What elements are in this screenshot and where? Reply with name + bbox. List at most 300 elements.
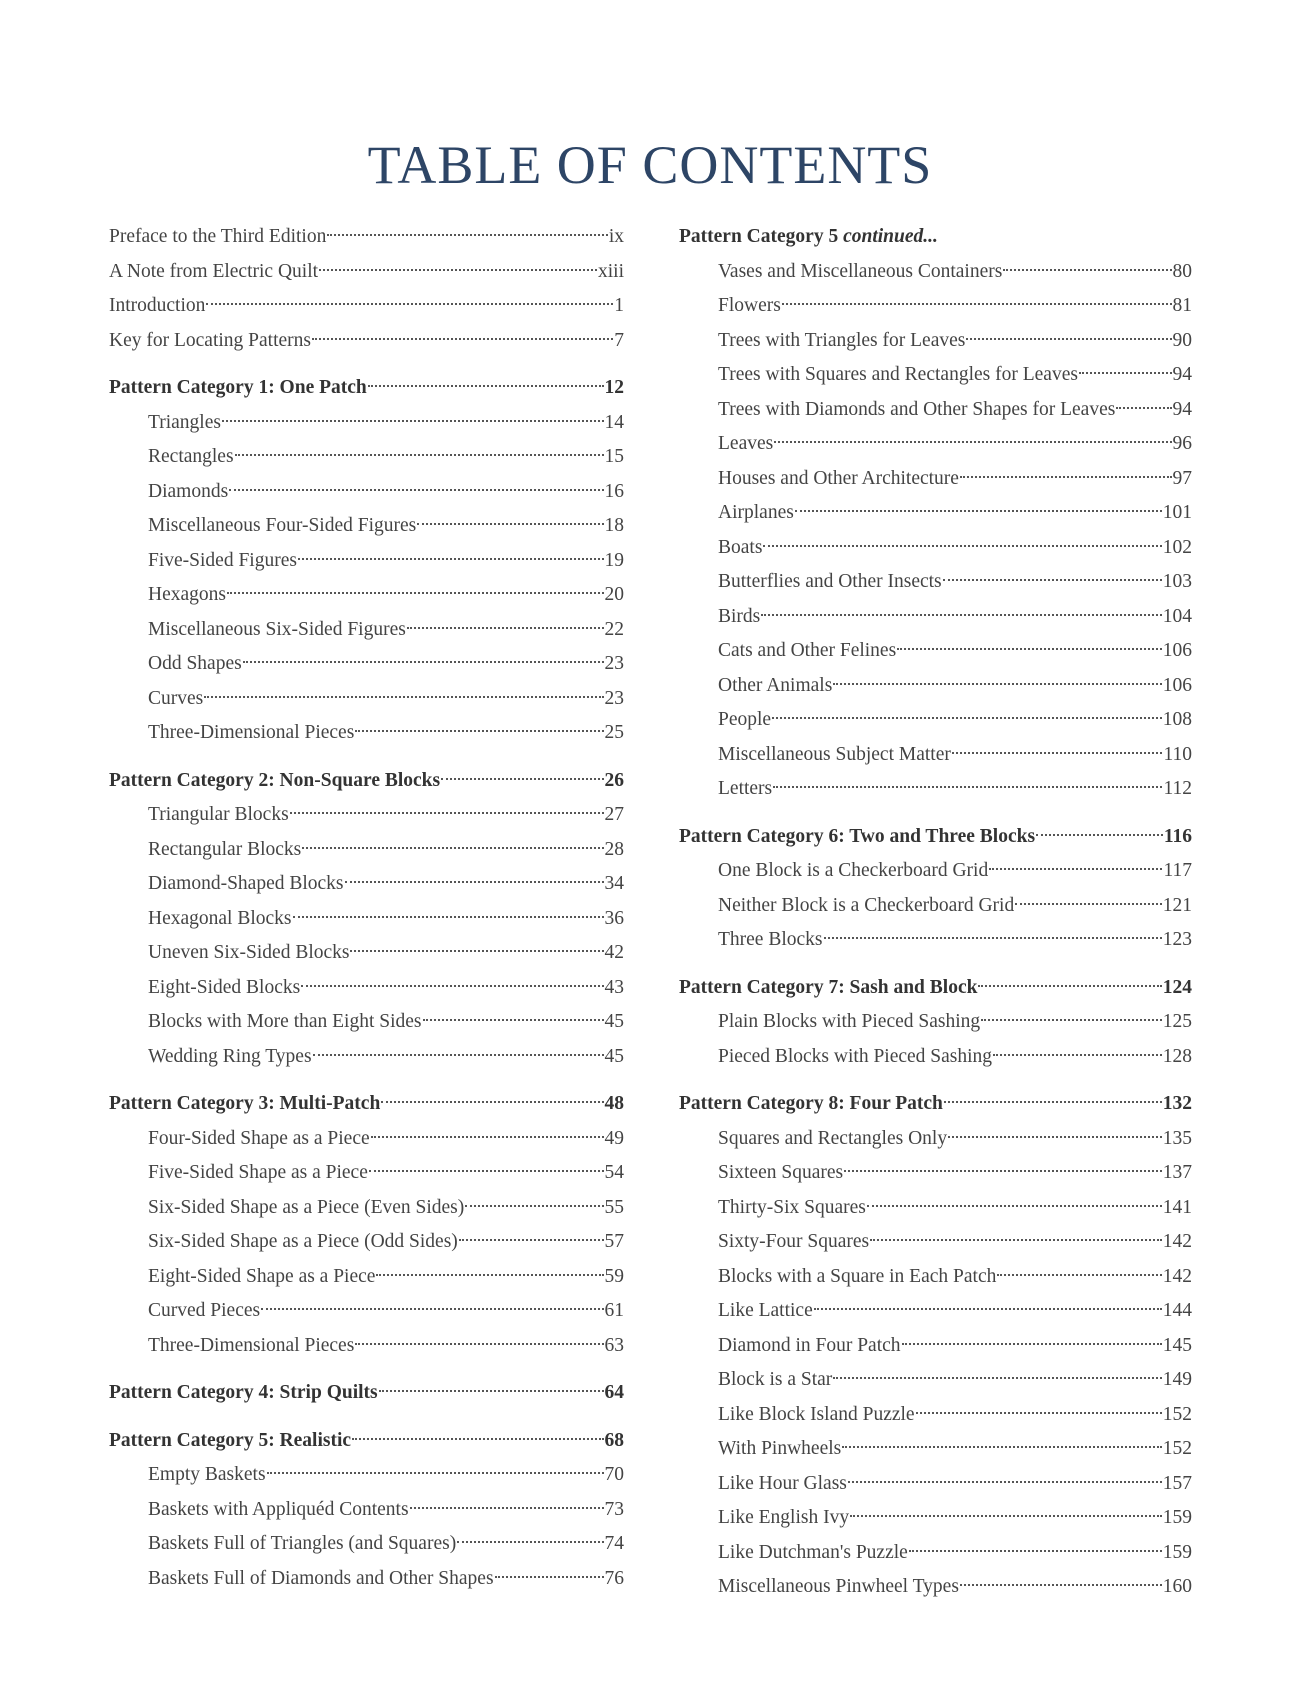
toc-page-number: 18	[604, 515, 624, 536]
toc-entry-label: Hexagonal Blocks	[148, 907, 292, 929]
toc-entry-label: Four-Sided Shape as a Piece	[148, 1127, 370, 1149]
dot-leader	[814, 1308, 1162, 1310]
dot-leader	[293, 916, 604, 918]
toc-subentry[interactable]	[679, 496, 1192, 531]
dot-leader	[842, 1446, 1162, 1448]
toc-entry-label: Key for Locating Patterns	[109, 329, 311, 351]
dot-leader	[290, 812, 604, 814]
toc-subentry[interactable]	[109, 1156, 624, 1191]
dot-leader	[227, 592, 604, 594]
toc-left-column	[109, 220, 624, 1596]
toc-subentry[interactable]	[109, 1260, 624, 1295]
toc-right-column	[679, 220, 1192, 1605]
toc-entry-label: With Pinwheels	[718, 1438, 842, 1459]
dot-leader	[795, 510, 1162, 512]
toc-subentry[interactable]	[109, 647, 624, 682]
toc-entry-label: Preface to the Third Edition	[109, 226, 327, 247]
toc-subentry[interactable]	[679, 703, 1192, 738]
toc-page-number: 22	[604, 618, 624, 640]
toc-subentry[interactable]	[109, 1005, 624, 1040]
toc-subentry[interactable]	[109, 509, 624, 544]
toc-category-entry[interactable]	[109, 764, 624, 799]
dot-leader	[229, 489, 603, 491]
toc-subentry[interactable]	[679, 738, 1192, 773]
toc-subentry[interactable]	[679, 1432, 1192, 1467]
toc-page-number: 19	[604, 549, 624, 571]
dot-leader	[952, 752, 1163, 754]
toc-page-number: 42	[604, 942, 624, 963]
toc-subentry[interactable]	[679, 1329, 1192, 1364]
toc-entry-label: Blocks with More than Eight Sides	[148, 1011, 422, 1032]
dot-leader	[1116, 407, 1171, 409]
toc-entry-label: Hexagons	[148, 584, 226, 605]
continued-heading-suffix: continued...	[843, 226, 938, 247]
toc-entry-label: Rectangular Blocks	[148, 838, 302, 860]
toc-page-number: 64	[604, 1382, 624, 1403]
dot-leader	[909, 1550, 1162, 1552]
toc-continued-heading	[679, 220, 1192, 255]
dot-leader	[465, 1205, 603, 1207]
toc-page-number: 103	[1162, 571, 1192, 592]
toc-entry-label: Trees with Diamonds and Other Shapes for Leaves	[718, 398, 1116, 420]
toc-entry-label: Eight-Sided Blocks	[148, 976, 301, 998]
toc-entry-label: Plain Blocks with Pieced Sashing	[718, 1011, 981, 1032]
toc-entry[interactable]	[109, 289, 624, 324]
toc-entry-label: Like Dutchman's Puzzle	[718, 1541, 908, 1563]
dot-leader	[345, 881, 604, 883]
continued-heading-label: Pattern Category 5	[679, 226, 839, 247]
toc-page-number: 159	[1162, 1541, 1192, 1563]
toc-entry-label: Pattern Category 1: One Patch	[109, 377, 367, 398]
toc-page-number: 116	[1163, 825, 1192, 847]
toc-page-number: 104	[1162, 605, 1192, 627]
toc-page-number: 128	[1162, 1045, 1192, 1067]
toc-subentry[interactable]	[109, 440, 624, 475]
toc-entry-label: Diamonds	[148, 480, 229, 502]
toc-subentry[interactable]	[679, 358, 1192, 393]
toc-entry-label: Odd Shapes	[148, 653, 242, 674]
toc-subentry[interactable]	[679, 669, 1192, 704]
toc-page-number: 45	[604, 1045, 624, 1067]
toc-subentry[interactable]	[679, 1536, 1192, 1571]
toc-subentry[interactable]	[679, 1467, 1192, 1502]
dot-leader	[369, 1170, 604, 1172]
toc-subentry[interactable]	[679, 1260, 1192, 1295]
toc-subentry[interactable]	[109, 544, 624, 579]
toc-page-number: 59	[604, 1265, 624, 1287]
toc-subentry[interactable]	[679, 1294, 1192, 1329]
toc-entry-label: Pieced Blocks with Pieced Sashing	[718, 1045, 993, 1067]
toc-page-number: 135	[1162, 1127, 1192, 1149]
toc-subentry[interactable]	[109, 475, 624, 510]
toc-subentry[interactable]	[679, 1363, 1192, 1398]
dot-leader	[867, 1205, 1162, 1207]
toc-subentry[interactable]	[679, 427, 1192, 462]
dot-leader	[989, 868, 1162, 870]
dot-leader	[960, 476, 1172, 478]
toc-entry-label: Pattern Category 7: Sash and Block	[679, 976, 978, 998]
toc-page-number: 124	[1162, 976, 1192, 998]
toc-subentry[interactable]	[109, 1493, 624, 1528]
toc-page-number: 57	[604, 1231, 624, 1252]
dot-leader	[355, 1343, 603, 1345]
toc-entry-label: Butterflies and Other Insects	[718, 571, 942, 592]
toc-entry-label: Airplanes	[718, 502, 794, 523]
dot-leader	[301, 985, 603, 987]
toc-entry-label: People	[718, 709, 772, 730]
dot-leader	[848, 1481, 1162, 1483]
toc-subentry[interactable]	[679, 393, 1192, 428]
dot-leader	[948, 1136, 1162, 1138]
dot-leader	[368, 385, 604, 387]
toc-entry[interactable]	[109, 220, 624, 255]
toc-page-number: 117	[1163, 860, 1192, 881]
toc-page-number: xiii	[597, 260, 624, 282]
toc-subentry[interactable]	[679, 854, 1192, 889]
toc-subentry[interactable]	[109, 833, 624, 868]
toc-page-number: 28	[604, 838, 624, 860]
toc-entry-label: Other Animals	[718, 674, 833, 696]
toc-page-number: 76	[604, 1567, 624, 1589]
toc-subentry[interactable]	[109, 902, 624, 937]
toc-subentry[interactable]	[679, 1570, 1192, 1605]
toc-page-number: 96	[1172, 433, 1192, 454]
toc-page-number: 34	[604, 873, 624, 894]
toc-subentry[interactable]	[679, 565, 1192, 600]
toc-entry-label: Miscellaneous Subject Matter	[718, 743, 951, 765]
dot-leader	[302, 847, 603, 849]
toc-subentry[interactable]	[679, 1398, 1192, 1433]
dot-leader	[327, 234, 608, 236]
toc-entry-label: Like Block Island Puzzle	[718, 1403, 915, 1425]
dot-leader	[1003, 269, 1171, 271]
toc-page-number: 1	[614, 295, 624, 316]
dot-leader	[978, 985, 1161, 987]
dot-leader	[993, 1054, 1162, 1056]
toc-page-number: 144	[1162, 1300, 1192, 1321]
toc-page-number: 97	[1172, 467, 1192, 489]
toc-page-number: 48	[604, 1093, 624, 1114]
toc-page-number: 108	[1162, 709, 1192, 730]
toc-page-number: 20	[604, 584, 624, 605]
dot-leader	[261, 1308, 603, 1310]
toc-subentry[interactable]	[109, 1294, 624, 1329]
toc-page-number: 36	[604, 907, 624, 929]
toc-page-number: 68	[604, 1429, 624, 1451]
dot-leader	[376, 1274, 603, 1276]
toc-subentry[interactable]	[679, 462, 1192, 497]
toc-subentry[interactable]	[109, 1040, 624, 1075]
toc-entry-label: Triangular Blocks	[148, 804, 289, 825]
toc-page-number: 27	[604, 804, 624, 825]
toc-entry-label: Trees with Triangles for Leaves	[718, 329, 966, 351]
dot-leader	[319, 269, 597, 271]
toc-subentry[interactable]	[109, 936, 624, 971]
toc-page-number: 81	[1172, 295, 1192, 316]
toc-page-number: 26	[604, 769, 624, 791]
toc-subentry[interactable]	[679, 255, 1192, 290]
toc-page-number: 152	[1162, 1403, 1192, 1425]
toc-entry-label: Pattern Category 8: Four Patch	[679, 1093, 943, 1114]
dot-leader	[410, 1507, 604, 1509]
toc-entry-label: Diamond-Shaped Blocks	[148, 873, 344, 894]
toc-entry-label: Like English Ivy	[718, 1507, 850, 1528]
toc-subentry[interactable]	[109, 1191, 624, 1226]
toc-subentry[interactable]	[679, 923, 1192, 958]
toc-entry-label: Block is a Star	[718, 1369, 833, 1390]
toc-page-number: 70	[604, 1464, 624, 1485]
toc-page-number: 141	[1162, 1196, 1192, 1218]
dot-leader	[981, 1019, 1162, 1021]
toc-entry-label: Baskets Full of Triangles (and Squares)	[148, 1533, 457, 1554]
toc-subentry[interactable]	[679, 1122, 1192, 1157]
toc-entry-label: Six-Sided Shape as a Piece (Even Sides)	[148, 1196, 465, 1218]
dot-leader	[782, 303, 1172, 305]
toc-page-number: 61	[604, 1300, 624, 1321]
toc-subentry[interactable]	[109, 716, 624, 751]
dot-leader	[379, 1390, 604, 1392]
dot-leader	[997, 1274, 1161, 1276]
toc-page-number: 142	[1162, 1231, 1192, 1252]
toc-subentry[interactable]	[679, 634, 1192, 669]
toc-page-number: 14	[604, 411, 624, 433]
toc-entry-label: Pattern Category 2: Non-Square Blocks	[109, 769, 441, 791]
toc-entry-label: Uneven Six-Sided Blocks	[148, 942, 350, 963]
toc-entry-label: Boats	[718, 536, 763, 558]
toc-page-number: 106	[1162, 674, 1192, 696]
toc-subentry[interactable]	[679, 1191, 1192, 1226]
toc-subentry[interactable]	[109, 1329, 624, 1364]
toc-entry-label: Squares and Rectangles Only	[718, 1127, 948, 1149]
toc-entry-label: Flowers	[718, 295, 781, 316]
toc-page-number: 157	[1162, 1472, 1192, 1494]
toc-page-number: 15	[604, 446, 624, 467]
toc-page-number: 110	[1163, 743, 1192, 765]
dot-leader	[235, 454, 604, 456]
toc-subentry[interactable]	[679, 1501, 1192, 1536]
dot-leader	[773, 786, 1162, 788]
dot-leader	[966, 338, 1171, 340]
toc-entry-label: Neither Block is a Checkerboard Grid	[718, 894, 1015, 916]
toc-entry-label: Wedding Ring Types	[148, 1045, 312, 1067]
dot-leader	[352, 1438, 603, 1440]
dot-leader	[457, 1541, 603, 1543]
toc-page-number: 55	[604, 1196, 624, 1218]
toc-subentry[interactable]	[109, 613, 624, 648]
page-title: TABLE OF CONTENTS	[367, 135, 933, 195]
toc-subentry[interactable]	[679, 324, 1192, 359]
toc-entry-label: Three-Dimensional Pieces	[148, 722, 355, 743]
toc-subentry[interactable]	[109, 1562, 624, 1597]
toc-entry[interactable]	[109, 255, 624, 290]
dot-leader	[298, 558, 604, 560]
toc-subentry[interactable]	[109, 798, 624, 833]
toc-page-number: 23	[604, 653, 624, 674]
toc-page-number: 74	[604, 1533, 624, 1554]
toc-category-entry[interactable]	[109, 1087, 624, 1122]
dot-leader	[902, 1343, 1162, 1345]
toc-page-number: 73	[604, 1498, 624, 1520]
toc-page-number: 102	[1162, 536, 1192, 558]
dot-leader	[459, 1239, 604, 1241]
toc-entry-label: Houses and Other Architecture	[718, 467, 959, 489]
dot-leader	[774, 441, 1171, 443]
toc-page-number: 45	[604, 1011, 624, 1032]
toc-subentry[interactable]	[679, 1040, 1192, 1075]
dot-leader	[761, 614, 1161, 616]
dot-leader	[312, 338, 613, 340]
toc-entry-label: Eight-Sided Shape as a Piece	[148, 1265, 376, 1287]
toc-subentry[interactable]	[109, 1225, 624, 1260]
toc-entry-label: Miscellaneous Four-Sided Figures	[148, 515, 417, 536]
toc-category-entry[interactable]	[679, 971, 1192, 1006]
toc-subentry[interactable]	[679, 1005, 1192, 1040]
toc-subentry[interactable]	[109, 867, 624, 902]
toc-entry-label: Pattern Category 4: Strip Quilts	[109, 1382, 378, 1403]
toc-page-number: 125	[1162, 1011, 1192, 1032]
dot-leader	[371, 1136, 604, 1138]
toc-page-number: 106	[1162, 640, 1192, 661]
dot-leader	[350, 950, 603, 952]
toc-subentry[interactable]	[109, 1122, 624, 1157]
toc-entry-label: Leaves	[718, 433, 774, 454]
toc-subentry[interactable]	[109, 971, 624, 1006]
toc-subentry[interactable]	[109, 578, 624, 613]
toc-subentry[interactable]	[679, 889, 1192, 924]
toc-entry-label: Birds	[718, 605, 761, 627]
toc-subentry[interactable]	[109, 406, 624, 441]
dot-leader	[870, 1239, 1162, 1241]
toc-entry-label: Empty Baskets	[148, 1464, 266, 1485]
toc-category-entry[interactable]	[109, 1424, 624, 1459]
toc-category-entry[interactable]	[679, 1087, 1192, 1122]
dot-leader	[824, 937, 1162, 939]
toc-entry-label: One Block is a Checkerboard Grid	[718, 860, 989, 881]
toc-entry-label: Like Hour Glass	[718, 1472, 847, 1494]
dot-leader	[916, 1412, 1162, 1414]
toc-page-number: 80	[1172, 260, 1192, 282]
dot-leader	[407, 627, 604, 629]
dot-leader	[243, 661, 604, 663]
toc-entry-label: Five-Sided Shape as a Piece	[148, 1162, 368, 1183]
toc-page-number: 49	[604, 1127, 624, 1149]
dot-leader	[1036, 834, 1163, 836]
dot-leader	[381, 1101, 603, 1103]
toc-entry-label: Triangles	[148, 411, 221, 433]
toc-page-number: 121	[1162, 894, 1192, 916]
toc-subentry[interactable]	[109, 682, 624, 717]
toc-entry-label: Vases and Miscellaneous Containers	[718, 260, 1003, 282]
toc-category-entry[interactable]	[679, 820, 1192, 855]
dot-leader	[850, 1515, 1162, 1517]
dot-leader	[204, 696, 603, 698]
toc-page-number: 101	[1162, 502, 1192, 523]
toc-entry-label: Like Lattice	[718, 1300, 813, 1321]
toc-page-number: 23	[604, 687, 624, 709]
dot-leader	[441, 778, 603, 780]
toc-page-number: 12	[604, 377, 624, 398]
toc-entry-label: Curved Pieces	[148, 1300, 261, 1321]
toc-entry-label: Miscellaneous Six-Sided Figures	[148, 618, 406, 640]
toc-entry-label: Miscellaneous Pinwheel Types	[718, 1576, 959, 1597]
toc-subentry[interactable]	[679, 600, 1192, 635]
dot-leader	[897, 648, 1162, 650]
toc-page-number: 16	[604, 480, 624, 502]
toc-entry-label: Three Blocks	[718, 929, 823, 950]
toc-page-number: 25	[604, 722, 624, 743]
toc-page-number: 54	[604, 1162, 624, 1183]
dot-leader	[222, 420, 604, 422]
dot-leader	[417, 523, 603, 525]
toc-entry-label: Pattern Category 6: Two and Three Blocks	[679, 825, 1036, 847]
dot-leader	[833, 683, 1161, 685]
toc-page-number: ix	[608, 226, 624, 247]
toc-page-number: 90	[1172, 329, 1192, 351]
dot-leader	[1079, 372, 1172, 374]
toc-entry-label: Sixteen Squares	[718, 1162, 844, 1183]
dot-leader	[960, 1584, 1162, 1586]
dot-leader	[833, 1377, 1161, 1379]
toc-entry-label: A Note from Electric Quilt	[109, 260, 319, 282]
dot-leader	[1015, 903, 1162, 905]
toc-entry-label: Thirty-Six Squares	[718, 1196, 866, 1218]
dot-leader	[267, 1472, 604, 1474]
toc-entry-label: Three-Dimensional Pieces	[148, 1334, 355, 1356]
toc-subentry[interactable]	[109, 1458, 624, 1493]
toc-entry-label: Baskets Full of Diamonds and Other Shapes	[148, 1567, 494, 1589]
dot-leader	[495, 1576, 604, 1578]
toc-entry-label: Letters	[718, 778, 773, 799]
toc-entry[interactable]	[109, 324, 624, 359]
toc-category-entry[interactable]	[109, 371, 624, 406]
toc-page-number: 142	[1162, 1265, 1192, 1287]
toc-entry-label: Introduction	[109, 295, 206, 316]
toc-page-number: 149	[1162, 1369, 1192, 1390]
toc-subentry[interactable]	[109, 1527, 624, 1562]
toc-page-number: 63	[604, 1334, 624, 1356]
toc-entry-label: Six-Sided Shape as a Piece (Odd Sides)	[148, 1231, 458, 1252]
toc-entry-label: Baskets with Appliquéd Contents	[148, 1498, 409, 1520]
toc-subentry[interactable]	[679, 289, 1192, 324]
toc-page-number: 137	[1162, 1162, 1192, 1183]
toc-entry-label: Five-Sided Figures	[148, 549, 297, 571]
dot-leader	[944, 1101, 1162, 1103]
toc-page-number: 123	[1162, 929, 1192, 950]
toc-page-number: 112	[1163, 778, 1192, 799]
toc-entry-label: Pattern Category 3: Multi-Patch	[109, 1093, 381, 1114]
toc-page-number: 7	[614, 329, 624, 351]
toc-subentry[interactable]	[679, 1156, 1192, 1191]
toc-subentry[interactable]	[679, 1225, 1192, 1260]
toc-page-number: 43	[604, 976, 624, 998]
dot-leader	[844, 1170, 1162, 1172]
toc-page-number: 160	[1162, 1576, 1192, 1597]
toc-entry-label: Rectangles	[148, 446, 234, 467]
toc-page-number: 152	[1162, 1438, 1192, 1459]
toc-entry-label: Pattern Category 5: Realistic	[109, 1429, 352, 1451]
toc-page-number: 94	[1172, 364, 1192, 385]
toc-page-number: 145	[1162, 1334, 1192, 1356]
toc-page-number: 132	[1162, 1093, 1192, 1114]
dot-leader	[943, 579, 1162, 581]
toc-entry-label: Curves	[148, 687, 204, 709]
toc-category-entry[interactable]	[109, 1376, 624, 1411]
dot-leader	[313, 1054, 604, 1056]
toc-subentry[interactable]	[679, 531, 1192, 566]
toc-subentry[interactable]	[679, 772, 1192, 807]
dot-leader	[763, 545, 1161, 547]
dot-leader	[772, 717, 1162, 719]
